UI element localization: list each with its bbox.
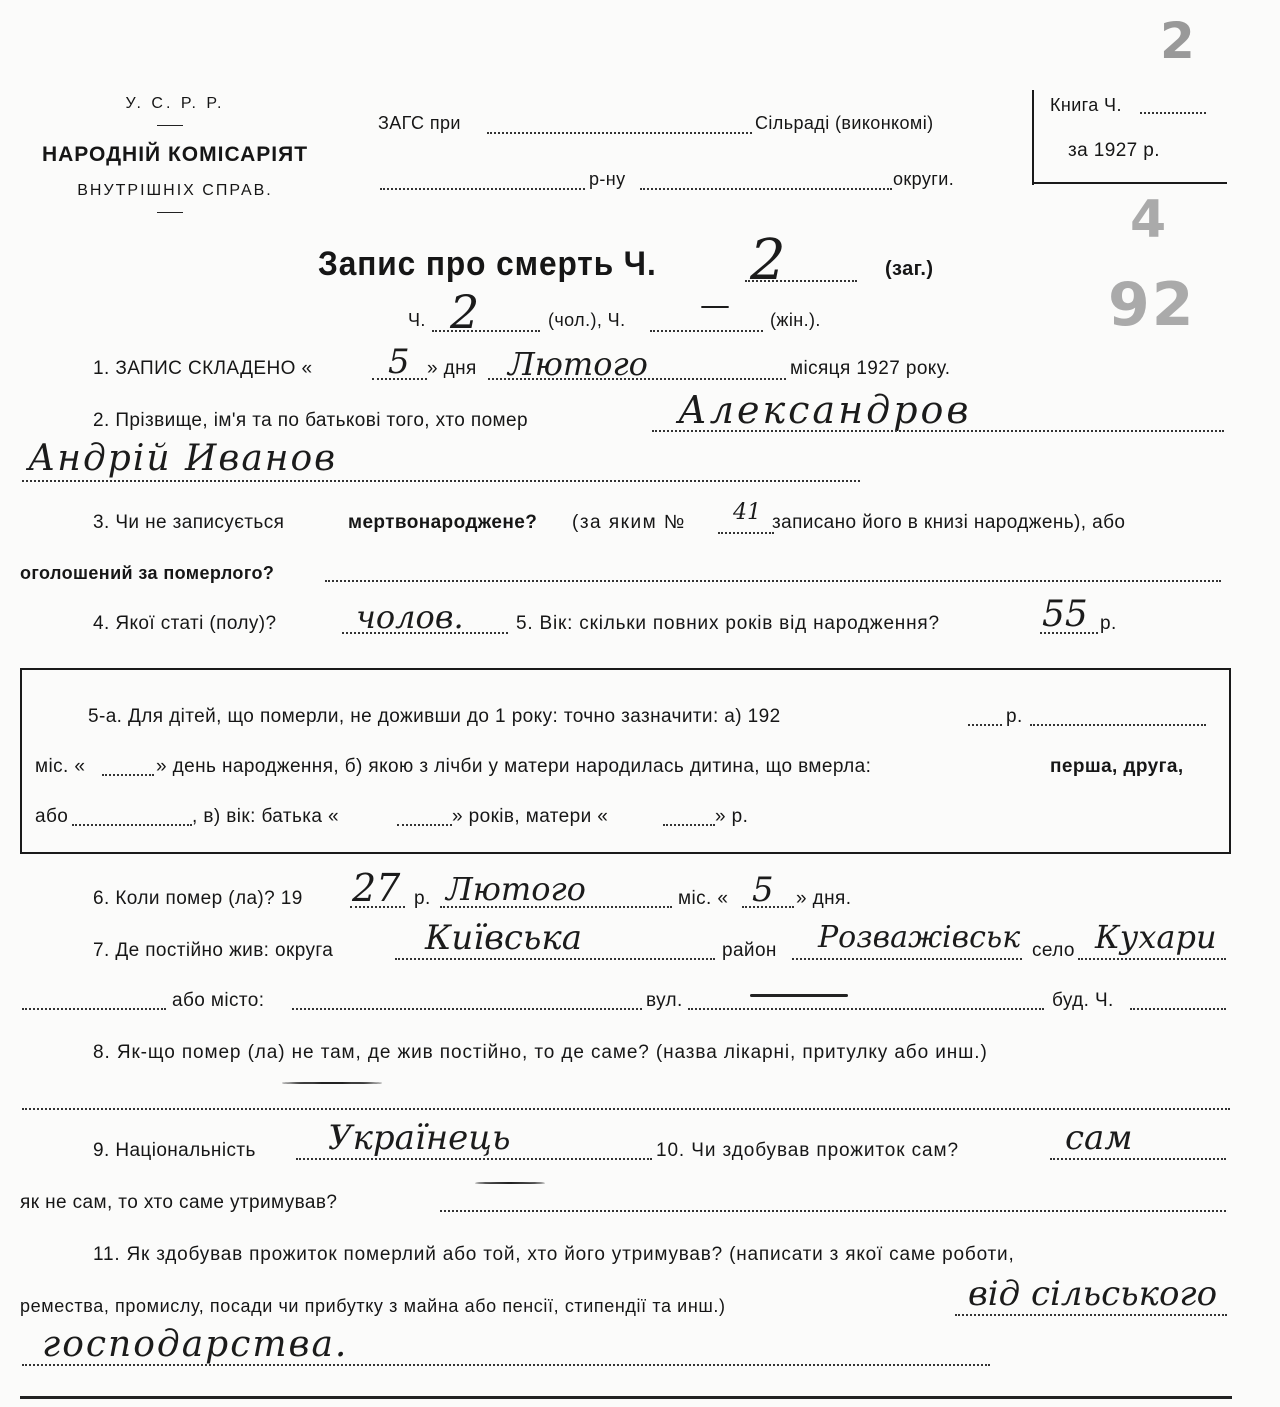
item3-mid: (за яким № [572, 512, 686, 533]
item7b-vul-field [688, 1008, 1044, 1010]
item7b-vul-dash [750, 994, 848, 997]
item5a-year-field [968, 724, 1002, 726]
item2-name: Андрій Иванов [28, 438, 338, 479]
item1-month: Лютого [508, 345, 648, 383]
item5a-other-field [72, 824, 192, 826]
male-field [432, 330, 540, 332]
item3-declared-dead: оголошений за померлого? [20, 563, 275, 583]
item5a-line1: 5-а. Для дітей, що померли, не доживши до 1 року: точно зазначити: а) 192 [88, 706, 781, 727]
item7-rayon-field [792, 958, 1022, 960]
item7-okruga: Київська [425, 918, 583, 958]
item1-prefix: 1. ЗАПИС СКЛАДЕНО « [93, 358, 313, 379]
item5-prefix: 5. Вік: скільки повних років від народження? [516, 613, 940, 634]
item7-rayon-label: район [722, 940, 777, 961]
ch-label: Ч. [408, 310, 426, 330]
item7-selo-label: село [1032, 940, 1075, 961]
item3-prefix: 3. Чи не записується [93, 512, 285, 533]
book-box-left [1032, 90, 1034, 185]
item10-line2-field [440, 1210, 1226, 1212]
item11-field-2 [22, 1364, 990, 1366]
district-suffix: р-ну [589, 169, 626, 189]
republic-label: У. С. Р. Р. [125, 95, 225, 112]
item1-suffix: місяця 1927 року. [790, 358, 951, 379]
item11-answer-1: від сільського [968, 1274, 1218, 1314]
item10-prefix: 10. Чи здобував прожиток сам? [656, 1140, 959, 1161]
zags-field [487, 132, 752, 134]
department-label: ВНУТРІШНІХ СПРАВ. [77, 182, 273, 199]
item7-selo-field [1078, 958, 1226, 960]
item9-nationality: Українець [328, 1118, 511, 1158]
item3-suffix: записано його в книзі народжень), або [772, 512, 1126, 533]
pencil-mark-top: 2 [1160, 12, 1195, 70]
item4-field [342, 632, 508, 634]
item6-suffix: » дня. [796, 888, 852, 909]
item7-okruga-field [395, 958, 715, 960]
item7b-vul: вул. [646, 990, 683, 1011]
item6-year: 27 [352, 866, 401, 910]
male-count: 2 [450, 285, 480, 339]
item11-answer-2: господарства. [42, 1324, 349, 1365]
item6-mis: міс. « [678, 888, 729, 909]
item6-year-field [350, 906, 405, 908]
item11-field-1 [955, 1314, 1227, 1316]
item7b-bud: буд. Ч. [1052, 990, 1114, 1011]
book-year: за 1927 р. [1068, 140, 1160, 161]
bottom-rule [20, 1396, 1232, 1399]
item7b-misto: або місто: [172, 990, 265, 1011]
pencil-mark-number: 92 [1108, 270, 1196, 340]
item10-line2: як не сам, то хто саме утримував? [20, 1192, 338, 1213]
item1-mid: » дня [427, 358, 477, 379]
form-title: Запис про смерть Ч. [318, 245, 657, 283]
item5a-line3-d: » р. [715, 806, 749, 827]
item5a-line2-b: » день народження, б) якою з лічби у матери народилась дитина, що вмерла: [156, 756, 872, 777]
item7b-misto-field [292, 1008, 642, 1010]
item7-selo: Кухари [1095, 918, 1217, 956]
item8-text: 8. Як-що помер (ла) не там, де жив постійно, то де саме? (назва лікарні, притулку або инш.) [93, 1042, 988, 1063]
item5a-line3-a: або [35, 806, 69, 827]
item7-rayon: Розважівськ [818, 920, 1021, 955]
commissariat-label: НАРОДНІЙ КОМІСАРІЯТ [41, 143, 309, 166]
item5a-mother-age-field [663, 824, 715, 826]
item6-month-field [440, 906, 672, 908]
item7-prefix: 7. Де постійно жив: округа [93, 940, 334, 961]
district-field [380, 188, 585, 190]
item9-prefix: 9. Національність [93, 1140, 256, 1161]
book-box-bottom [1032, 182, 1227, 184]
item5-age: 55 [1042, 594, 1088, 635]
header-dash [157, 125, 183, 126]
item4-prefix: 4. Якої статі (полу)? [93, 613, 277, 634]
okrug-field [640, 188, 892, 190]
item6-r: р. [414, 888, 431, 909]
okrug-suffix: округи. [893, 169, 955, 189]
item7b-bud-field [1130, 1008, 1226, 1010]
item2-field [652, 430, 1224, 432]
record-number-field [745, 280, 857, 282]
item5a-father-age-field [397, 824, 452, 826]
male-label: (чол.), Ч. [548, 310, 626, 330]
item4-sex: чолов. [356, 598, 464, 636]
item5a-line1-r: р. [1006, 706, 1023, 727]
header-dash-2 [157, 212, 183, 213]
item2-surname: Александров [678, 388, 972, 432]
item1-day-field [372, 378, 427, 380]
item2-field-2 [22, 480, 860, 482]
record-number: 2 [750, 228, 786, 293]
zags-prefix: ЗАГС при [378, 113, 461, 133]
item3-field [325, 580, 1221, 582]
item5a-day-field [102, 774, 154, 776]
item2-prefix: 2. Прізвище, ім'я та по батькові того, хто помер [93, 410, 528, 431]
item6-day-field [742, 906, 794, 908]
pencil-mark-mid: 4 [1130, 190, 1167, 250]
item6-month: Лютого [446, 870, 586, 908]
item10-answer: сам [1065, 1118, 1133, 1158]
item3-number: 41 [733, 500, 761, 525]
item7b-field [22, 1008, 166, 1010]
title-suffix: (заг.) [885, 258, 934, 280]
female-count: — [700, 288, 730, 323]
item3-stillborn: мертвонароджене? [348, 512, 538, 533]
book-field [1140, 112, 1206, 114]
item6-prefix: 6. Коли помер (ла)? 19 [93, 888, 303, 909]
item5-suffix: р. [1100, 613, 1117, 634]
female-label: (жін.). [770, 310, 821, 330]
item5-field [1040, 632, 1098, 634]
item11-line2: ремества, промислу, посади чи прибутку з майна або пенсії, стипендії та инш.) [20, 1296, 726, 1316]
female-field [650, 330, 763, 332]
item5a-line3-b: , в) вік: батька « [192, 806, 339, 827]
item8-field [22, 1108, 1230, 1110]
item1-month-field [488, 378, 786, 380]
item5a-line3-c: » років, матери « [452, 806, 609, 827]
item3-number-field [718, 532, 774, 534]
item9-field [296, 1158, 652, 1160]
item5a-birth-order: перша, друга, [1050, 756, 1184, 777]
item5a-line1-field [1030, 724, 1206, 726]
item10-field [1050, 1158, 1226, 1160]
item8-dash [282, 1082, 382, 1084]
item1-day: 5 [388, 342, 410, 382]
item5a-line2-a: міс. « [35, 756, 86, 777]
zags-suffix: Сільраді (виконкомі) [755, 113, 934, 133]
item10-dash [475, 1182, 545, 1184]
book-label: Книга Ч. [1050, 95, 1122, 115]
item6-day: 5 [752, 870, 774, 910]
item11-line1: 11. Як здобував прожиток померлий або той, хто його утримував? (написати з якої саме роботи, [93, 1244, 1015, 1265]
